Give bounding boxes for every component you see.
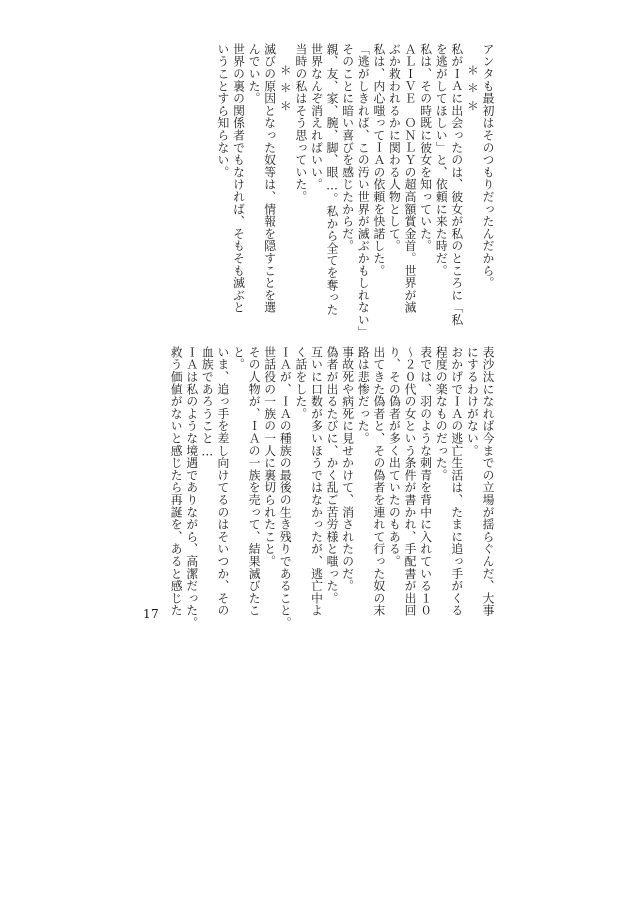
text-line: 血族であろうこと… bbox=[200, 346, 215, 459]
text-line: 私は、内心嗤ってＩＡの依頼を快諾した。 bbox=[371, 43, 386, 277]
text-line: んでいた。 bbox=[247, 43, 262, 105]
text-line: 救う価値がないと感じたら再誕を、あると感じた bbox=[169, 346, 184, 617]
text-line: ＩＡは私のような境遇でありながら、高潔だった。 bbox=[184, 346, 199, 629]
section-break: ＊＊＊ bbox=[465, 64, 480, 118]
text-line: 表沙汰になれば今までの立場が揺らぐんだ、大事 bbox=[481, 346, 495, 617]
text-line: く話をした。 bbox=[293, 346, 308, 420]
text-line: ＡＬＩＶＥ ＯＮＬＹの超高額賞金首。世界が滅 bbox=[403, 43, 418, 314]
text-line: 程度の楽なものだった。 bbox=[434, 346, 449, 482]
text-line: その人物が、ＩＡの一族を売って、結果滅びたこ bbox=[247, 346, 262, 617]
text-line: 親、友、家、腕、脚、眼…。私から全てを奪った bbox=[325, 43, 340, 316]
text-line: 私は、その時既に彼女を知っていた。 bbox=[418, 43, 433, 253]
text-line: 事故死や病死に見せかけて、消されたのだ。 bbox=[340, 346, 355, 592]
text-line: 私がＩＡに出会ったのは、彼女が私のところに「私 bbox=[449, 43, 464, 326]
text-line: 路は悲惨だった。 bbox=[356, 346, 371, 445]
text-line: と。 bbox=[231, 346, 246, 371]
upper-text-block bbox=[143, 43, 495, 339]
text-line: にするわけがない。 bbox=[465, 346, 480, 457]
text-line: 世話役の一族の一人に裏切られたこと。 bbox=[262, 346, 277, 568]
text-line: 当時の私はそう思っていた。 bbox=[293, 43, 308, 203]
text-line: そのことに暗い喜びを感じたからだ。 bbox=[340, 43, 355, 253]
text-line: アンタも最初はそのつもりだったんだから。 bbox=[481, 43, 495, 289]
text-line: 世界の裏の関係者でもなければ、そもそも滅ぶと bbox=[231, 43, 246, 314]
section-break: ＊＊＊ bbox=[278, 64, 293, 118]
text-line: ＩＡが、ＩＡの種族の最後の生き残りであること。 bbox=[278, 346, 293, 629]
text-line: ～２０代の女という条件が書かれ、手配書が出回 bbox=[403, 346, 418, 617]
text-line: ぶか救われるかに関わる人物として。 bbox=[387, 43, 402, 253]
text-line: 表では、羽のような刺青を背中に入れている１０ bbox=[418, 346, 433, 617]
text-line: 偽者が出るたびに、かく乱ご苦労様と嗤った。 bbox=[325, 346, 340, 605]
text-line: 「逃がしきれば、この汚い世界が滅ぶかもしれない」 bbox=[356, 43, 371, 339]
text-line: 世界なんぞ消えればいい。 bbox=[309, 43, 324, 191]
text-line: 出てきた偽者と、その偽者を連れて行った奴の末 bbox=[371, 346, 386, 617]
text-line: 互いに口数が多いほうではなかったが、逃亡中よ bbox=[309, 346, 324, 617]
text-line: おかげでＩＡの逃亡生活は、たまに追っ手がくる bbox=[449, 346, 464, 617]
page-number: 17 bbox=[143, 607, 160, 621]
text-line: を逃がしてほしい」と、依頼に来た時だ。 bbox=[434, 43, 449, 277]
text-line: いま、追っ手を差し向けてるのはそいつか、その bbox=[215, 346, 230, 617]
text-line: いうことすら知らない。 bbox=[215, 43, 230, 179]
text-line: 滅びの原因となった奴等は、情報を隠すことを選 bbox=[262, 43, 277, 314]
text-line: り、その偽者が多く出ていたのもある。 bbox=[387, 346, 402, 568]
